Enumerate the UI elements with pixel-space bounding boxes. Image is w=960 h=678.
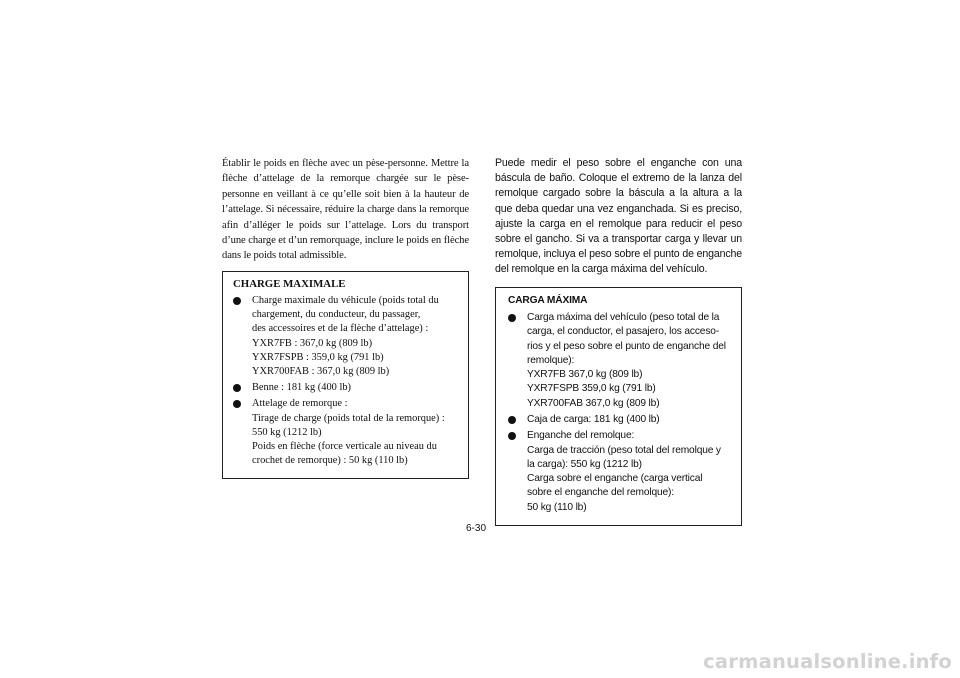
list-item — [233, 294, 460, 379]
list-item-line: Enganche del remolque: — [527, 430, 635, 442]
list-item — [508, 429, 735, 515]
list-item-line: 550 kg (1212 lb) — [252, 426, 322, 438]
list-item-line: crochet de remorque) : 50 kg (110 lb) — [252, 455, 408, 467]
bullet-icon — [508, 432, 516, 440]
list-item-line: carga, el conductor, el pasajero, los acceso- — [527, 326, 720, 338]
watermark-text: carmanualsonline.info — [703, 650, 952, 673]
list-item-line: Caja de carga: 181 kg (400 lb) — [527, 414, 660, 425]
bullet-icon — [508, 416, 516, 424]
bullet-icon — [233, 400, 241, 408]
list-item-line: Carga sobre el enganche (carga vertical — [527, 473, 703, 485]
list-item-line: YXR700FAB : 367,0 kg (809 lb) — [252, 366, 390, 378]
list-item-line: remolque): — [527, 354, 575, 366]
list-item-line: YXR7FB : 367,0 kg (809 lb) — [252, 337, 373, 349]
list-item-line: YXR7FB 367,0 kg (809 lb) — [527, 369, 643, 381]
french-paragraph: Établir le poids en flèche avec un pèse-personne. Mettre la flèche d’attelage de la remorque chargée sur le pèse-personne en veillant à ce qu’elle soit bien à la hauteur de l’attelage. Si nécessaire, réduire la charge dans la remorque afin d’alléger le poids sur l’attelage. Lors du transport d’une charge et d’un remorquage, inclure le poids en flèche dans le poids total admissible. — [222, 158, 469, 262]
spanish-box-title: CARGA MÁXIMA — [508, 294, 588, 306]
list-item — [233, 397, 460, 468]
list-item-line: rios y el peso sobre el punto de enganche del — [527, 340, 726, 352]
bullet-icon — [508, 314, 516, 322]
french-max-load-box — [222, 271, 469, 480]
list-item-line: Tirage de charge (poids total de la remorque) : — [252, 412, 445, 424]
list-item-line: Carga de tracción (peso total del remolque y — [527, 444, 721, 456]
list-item-line: Attelage de remorque : — [252, 398, 348, 410]
french-column — [222, 156, 469, 479]
list-item-line: Carga máxima del vehículo (peso total de la — [527, 311, 720, 323]
list-item-line: Charge maximale du véhicule (poids total du — [252, 295, 439, 307]
list-item — [233, 381, 460, 395]
bullet-icon — [233, 384, 241, 392]
french-load-list — [233, 294, 460, 468]
list-item-line: sobre el enganche del remolque): — [527, 487, 674, 499]
list-item-line: Poids en flèche (force verticale au niveau du — [252, 441, 437, 453]
list-item-line: chargement, du conducteur, du passager, — [252, 309, 421, 321]
page-number: 6-30 — [466, 523, 487, 534]
list-item-line: YXR7FSPB 359,0 kg (791 lb) — [527, 383, 656, 395]
list-item-line: Benne : 181 kg (400 lb) — [252, 382, 351, 394]
list-item — [508, 311, 735, 411]
list-item-line: 50 kg (110 lb) — [527, 501, 587, 513]
list-item-line: la carga): 550 kg (1212 lb) — [527, 458, 642, 470]
french-box-title: CHARGE MAXIMALE — [233, 277, 346, 290]
list-item-line: des accessoires et de la flèche d’attelage) : — [252, 323, 429, 335]
list-item — [508, 413, 735, 427]
spanish-load-list — [508, 311, 735, 515]
spanish-column — [495, 156, 742, 526]
bullet-icon — [233, 297, 241, 305]
list-item-line: YXR7FSPB : 359,0 kg (791 lb) — [252, 351, 384, 363]
spanish-max-load-box — [495, 287, 742, 526]
list-item-line: YXR700FAB 367,0 kg (809 lb) — [527, 397, 660, 409]
spanish-paragraph: Puede medir el peso sobre el enganche con una báscula de baño. Coloque el extremo de la lanza del remolque cargado sobre la báscula a la altura a la que deba quedar una vez enganchada. Si es preciso, ajuste la carga en el remolque para reducir el peso sobre el gancho. Si va a transportar carga y llevar un remolque, incluya el peso sobre el punto de enganche del remolque en la carga máxima del vehículo. — [495, 157, 742, 276]
